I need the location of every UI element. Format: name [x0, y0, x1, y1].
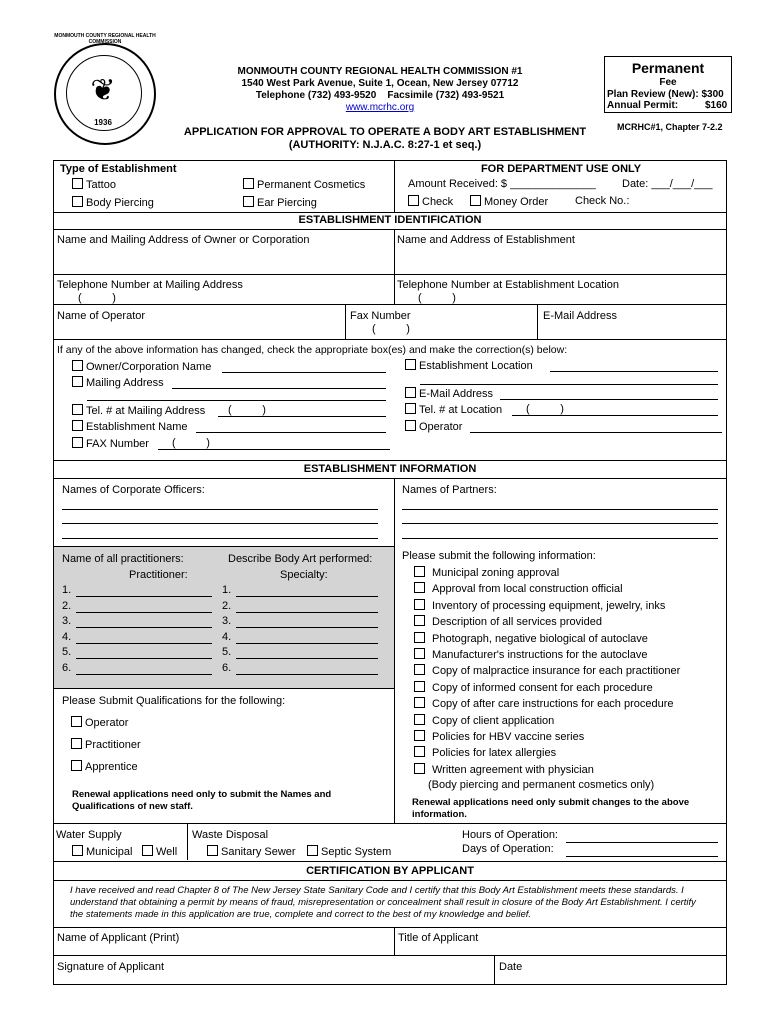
submit-item-label: Copy of informed consent for each procedure [432, 681, 653, 694]
qual-apprentice-checkbox[interactable] [71, 760, 82, 771]
specialty-line[interactable] [236, 643, 378, 644]
perm-cosmetics-checkbox[interactable] [243, 178, 254, 189]
specialty-number: 5. [222, 646, 232, 658]
submit-item-label: Description of all services provided [432, 616, 602, 629]
specialty-number: 4. [222, 630, 232, 643]
form-title: APPLICATION FOR APPROVAL TO OPERATE A BODY ART ESTABLISHMENT [183, 126, 587, 138]
specialty-line[interactable] [236, 612, 378, 613]
renewal-note-left: Renewal applications need only to submit the Names and Qualifications of new staff. [72, 789, 332, 812]
submit-item[interactable] [414, 714, 554, 727]
money-order-checkbox[interactable] [470, 195, 481, 206]
waste-septic[interactable] [307, 845, 391, 858]
hours-line[interactable] [566, 842, 718, 843]
seal-wing-icon: ❦ [90, 74, 116, 107]
specialty-line[interactable] [236, 627, 378, 628]
correction-tel-loc-paren: ( ) [526, 403, 564, 415]
water-municipal-label: Municipal [86, 846, 133, 858]
submit-item-checkbox[interactable] [414, 648, 425, 659]
corporate-officers-label: Names of Corporate Officers: [62, 484, 205, 496]
submit-item[interactable] [414, 664, 680, 677]
correction-owner-line[interactable] [222, 372, 386, 373]
correction-tel-mailing-line[interactable] [218, 416, 386, 417]
practitioner-number: 6. [62, 661, 72, 674]
submit-item-checkbox[interactable] [414, 566, 425, 577]
partner-line-1[interactable] [402, 509, 718, 510]
correction-email-checkbox[interactable] [405, 387, 416, 398]
correction-fax-line[interactable] [158, 449, 390, 450]
check-option[interactable] [408, 195, 453, 208]
submit-item[interactable] [414, 615, 602, 628]
submit-item-label: Copy of client application [432, 714, 555, 727]
waste-sewer-checkbox[interactable] [207, 845, 218, 856]
qual-practitioner-checkbox[interactable] [71, 738, 82, 749]
specialty-number: 1. [222, 584, 232, 596]
correction-estloc[interactable] [405, 359, 533, 372]
correction-operator-label: Operator [419, 421, 463, 433]
qual-practitioner-label: Practitioner [85, 739, 141, 751]
submit-item[interactable] [414, 681, 653, 694]
waste-disposal-label: Waste Disposal [192, 829, 269, 841]
perm-cosmetics-label: Permanent Cosmetics [257, 179, 366, 191]
info-title: ESTABLISHMENT INFORMATION [303, 463, 477, 475]
partner-line-3[interactable] [402, 538, 718, 539]
practitioner-name-line[interactable] [76, 658, 212, 659]
practitioner-number: 4. [62, 630, 72, 643]
practitioner-sublabel: Practitioner: [129, 569, 188, 581]
perm-cosmetics-option[interactable] [243, 178, 365, 191]
waste-sewer-label: Sanitary Sewer [221, 846, 296, 858]
tel-mailing-paren: ( ) [78, 292, 116, 304]
qual-practitioner[interactable] [71, 738, 141, 751]
applicant-signature-field[interactable]: Signature of Applicant [57, 961, 165, 973]
specialty-number: 6. [222, 661, 232, 674]
qual-operator-checkbox[interactable] [71, 716, 82, 727]
waste-septic-label: Septic System [321, 846, 392, 858]
correction-estloc-label: Establishment Location [419, 360, 533, 372]
plan-review-fee: Plan Review (New): $300 [607, 89, 724, 100]
correction-email-label: E-Mail Address [419, 388, 493, 400]
correction-tel-mailing-paren: ( ) [228, 404, 266, 416]
seal-text: MONMOUTH COUNTY REGIONAL HEALTH COMMISSION [54, 33, 156, 45]
practitioners-label: Name of all practitioners: [62, 553, 184, 565]
submit-item-label: Policies for latex allergies [432, 747, 557, 760]
specialty-line[interactable] [236, 674, 378, 675]
submit-item-checkbox[interactable] [414, 632, 425, 643]
tattoo-label: Tattoo [86, 179, 116, 191]
submit-item[interactable] [414, 632, 648, 645]
practitioner-number: 5. [62, 646, 72, 658]
submit-item-checkbox[interactable] [414, 730, 425, 741]
submit-item-checkbox[interactable] [414, 746, 425, 757]
correction-estloc-line[interactable] [550, 371, 718, 372]
officer-line-3[interactable] [62, 538, 378, 539]
cert-title: CERTIFICATION BY APPLICANT [306, 865, 474, 877]
fax-number-field[interactable]: Fax Number [350, 310, 411, 322]
dept-date: Date: ___/___/___ [622, 178, 713, 190]
days-label: Days of Operation: [462, 843, 554, 855]
submit-item[interactable] [414, 599, 665, 612]
hours-label: Hours of Operation: [462, 829, 558, 841]
correction-tel-loc-checkbox[interactable] [405, 403, 416, 414]
submit-item-checkbox[interactable] [414, 664, 425, 675]
practitioner-name-line[interactable] [76, 627, 212, 628]
practitioner-name-line[interactable] [76, 596, 212, 597]
fee-label: Fee [659, 77, 677, 88]
submit-item[interactable] [414, 730, 584, 743]
correction-mailing[interactable] [72, 376, 164, 389]
check-number: Check No.: [575, 195, 630, 207]
ear-piercing-checkbox[interactable] [243, 196, 254, 207]
org-website-link[interactable]: www.mcrhc.org [345, 102, 415, 113]
fee-code: MCRHC#1, Chapter 7-2.2 [617, 122, 723, 132]
practitioner-name-line[interactable] [76, 612, 212, 613]
operator-name-field[interactable]: Name of Operator [57, 310, 146, 322]
submit-item[interactable] [414, 582, 623, 595]
applicant-name-field[interactable]: Name of Applicant (Print) [57, 932, 180, 944]
correction-mailing-label: Mailing Address [86, 377, 164, 389]
org-phones [180, 90, 580, 101]
qual-operator-label: Operator [85, 717, 129, 729]
submit-item[interactable] [414, 746, 556, 759]
renewal-note-right: Renewal applications need only submit changes to the above information. [412, 797, 690, 820]
specialty-sublabel: Specialty: [280, 569, 328, 581]
specialty-line[interactable] [236, 658, 378, 659]
changed-instructions: If any of the above information has changed, check the appropriate box(es) and make the correction(s) below: [57, 344, 568, 356]
body-piercing-label: Body Piercing [86, 197, 154, 209]
submit-item-label: Approval from local construction official [432, 583, 623, 596]
correction-mailing-checkbox[interactable] [72, 376, 83, 387]
specialty-number: 3. [222, 615, 232, 627]
submit-item-checkbox[interactable] [414, 615, 425, 626]
applicant-title-field[interactable]: Title of Applicant [398, 932, 479, 944]
correction-fax-label: FAX Number [86, 438, 149, 450]
applicant-date-field[interactable]: Date [499, 961, 523, 973]
annual-permit-label: Annual Permit: [607, 100, 679, 111]
org-fax: Facsimile (732) 493-9521 [387, 90, 505, 101]
specialty-line[interactable] [236, 596, 378, 597]
submit-item-label: Policies for HBV vaccine series [432, 731, 585, 743]
correction-fax-checkbox[interactable] [72, 437, 83, 448]
ear-piercing-label: Ear Piercing [257, 197, 317, 209]
submit-item-checkbox[interactable] [414, 697, 425, 708]
correction-tel-loc[interactable] [405, 403, 502, 416]
correction-owner[interactable] [72, 360, 211, 373]
correction-tel-mailing-checkbox[interactable] [72, 404, 83, 415]
tattoo-option[interactable] [72, 178, 116, 191]
officer-line-1[interactable] [62, 509, 378, 510]
days-line[interactable] [566, 856, 718, 857]
correction-owner-label: Owner/Corporation Name [86, 361, 212, 373]
org-address: 1540 West Park Avenue, Suite 1, Ocean, New Jersey 07712 [241, 78, 519, 89]
form-authority: (AUTHORITY: N.J.A.C. 8:27-1 et seq.) [288, 139, 482, 151]
submit-item-label: Inventory of processing equipment, jewelry, inks [432, 599, 666, 612]
type-label: Type of Establishment [60, 163, 177, 175]
correction-estname-label: Establishment Name [86, 421, 188, 433]
body-piercing-option[interactable] [72, 196, 154, 209]
partners-label: Names of Partners: [402, 484, 497, 496]
submit-item[interactable] [414, 648, 647, 661]
submit-item-label: Copy of after care instructions for each procedure [432, 698, 674, 711]
submit-item-checkbox[interactable] [414, 582, 425, 593]
practitioner-number: 2. [62, 599, 72, 612]
annual-permit-fee: $160 [705, 100, 728, 111]
check-checkbox[interactable] [408, 195, 419, 206]
fee-box [604, 56, 732, 113]
submit-item-checkbox[interactable] [414, 714, 425, 725]
correction-tel-loc-line[interactable] [512, 415, 718, 416]
waste-septic-checkbox[interactable] [307, 845, 318, 856]
submit-title: Please submit the following information: [402, 550, 596, 562]
correction-estname[interactable] [72, 420, 188, 433]
practitioner-number: 3. [62, 615, 72, 627]
tel-establishment-paren: ( ) [418, 292, 456, 304]
officer-line-2[interactable] [62, 523, 378, 524]
cert-text: I have received and read Chapter 8 of The New Jersey State Sanitary Code and I certify that this Body Art Establishment meets these standards. I understand that obtaining a permit by means of fraud, misrepresentation or concealment shall result in closure of the Body Art Establishment. I certify the statements made in this application are true, complete and correct to the best of my knowledge and belief. [70, 885, 696, 920]
qualifications-title: Please Submit Qualifications for the following: [62, 695, 286, 707]
water-well[interactable] [142, 845, 177, 858]
specialty-number: 2. [222, 599, 232, 612]
qual-apprentice[interactable] [71, 760, 138, 773]
correction-owner-checkbox[interactable] [72, 360, 83, 371]
submit-item-label: Copy of malpractice insurance for each practitioner [432, 665, 681, 678]
correction-fax[interactable] [72, 437, 149, 450]
submit-item[interactable] [414, 763, 594, 776]
submit-item-checkbox[interactable] [414, 763, 425, 774]
correction-estloc-line-2[interactable] [420, 384, 718, 385]
correction-estname-checkbox[interactable] [72, 420, 83, 431]
seal-year: 1936 [94, 118, 112, 127]
qual-operator[interactable] [71, 716, 128, 729]
correction-estname-line[interactable] [196, 432, 386, 433]
correction-operator-checkbox[interactable] [405, 420, 416, 431]
submit-item-checkbox[interactable] [414, 599, 425, 610]
correction-fax-paren: ( ) [172, 437, 210, 449]
correction-mailing-line[interactable] [172, 388, 386, 389]
describe-label: Describe Body Art performed: [228, 553, 373, 565]
correction-tel-mailing-label: Tel. # at Mailing Address [86, 405, 206, 417]
submit-item-label: Written agreement with physician [432, 763, 594, 776]
amount-received: Amount Received: $ ______________ [408, 178, 596, 190]
water-municipal-checkbox[interactable] [72, 845, 83, 856]
practitioner-name-line[interactable] [76, 674, 212, 675]
commission-seal [54, 33, 156, 145]
water-supply-label: Water Supply [56, 829, 122, 841]
correction-operator[interactable] [405, 420, 462, 433]
correction-operator-line[interactable] [470, 432, 722, 433]
water-well-checkbox[interactable] [142, 845, 153, 856]
money-order-label: Money Order [484, 196, 549, 208]
correction-mailing-line-2[interactable] [87, 400, 386, 401]
check-label: Check [422, 196, 454, 208]
tattoo-checkbox[interactable] [72, 178, 83, 189]
fee-box-title: Permanent [631, 60, 705, 76]
tel-mailing-field[interactable]: Telephone Number at Mailing Address [57, 279, 243, 291]
owner-name-address-field[interactable]: Name and Mailing Address of Owner or Corporation [57, 234, 310, 246]
correction-email[interactable] [405, 387, 493, 400]
establishment-name-address-field[interactable]: Name and Address of Establishment [397, 234, 575, 246]
submit-note: (Body piercing and permanent cosmetics only) [428, 779, 655, 791]
practitioner-name-line[interactable] [76, 643, 212, 644]
water-well-label: Well [156, 846, 178, 858]
submit-item-label: Manufacturer's instructions for the autoclave [432, 649, 648, 661]
partner-line-2[interactable] [402, 523, 718, 524]
submit-item-label: Photograph, negative biological of autoclave [432, 632, 648, 645]
dept-title: FOR DEPARTMENT USE ONLY [480, 163, 642, 175]
waste-sewer[interactable] [207, 845, 296, 858]
org-phone: Telephone (732) 493-9520 [255, 90, 377, 101]
body-piercing-checkbox[interactable] [72, 196, 83, 207]
fax-paren: ( ) [372, 323, 410, 335]
water-municipal[interactable] [72, 845, 132, 858]
submit-item[interactable] [414, 566, 559, 579]
email-address-field[interactable]: E-Mail Address [543, 310, 617, 322]
qual-apprentice-label: Apprentice [85, 761, 138, 773]
org-name: MONMOUTH COUNTY REGIONAL HEALTH COMMISSION #1 [237, 66, 523, 77]
correction-email-line[interactable] [500, 399, 718, 400]
submit-item-label: Municipal zoning approval [432, 567, 560, 579]
correction-estloc-checkbox[interactable] [405, 359, 416, 370]
submit-item[interactable] [414, 697, 674, 710]
correction-tel-loc-label: Tel. # at Location [419, 404, 503, 416]
correction-tel-mailing[interactable] [72, 404, 205, 417]
practitioner-number: 1. [62, 584, 72, 596]
ident-title: ESTABLISHMENT IDENTIFICATION [298, 214, 482, 226]
money-order-option[interactable] [470, 195, 548, 208]
ear-piercing-option[interactable] [243, 196, 317, 209]
submit-item-checkbox[interactable] [414, 681, 425, 692]
tel-establishment-field[interactable]: Telephone Number at Establishment Location [397, 279, 619, 291]
